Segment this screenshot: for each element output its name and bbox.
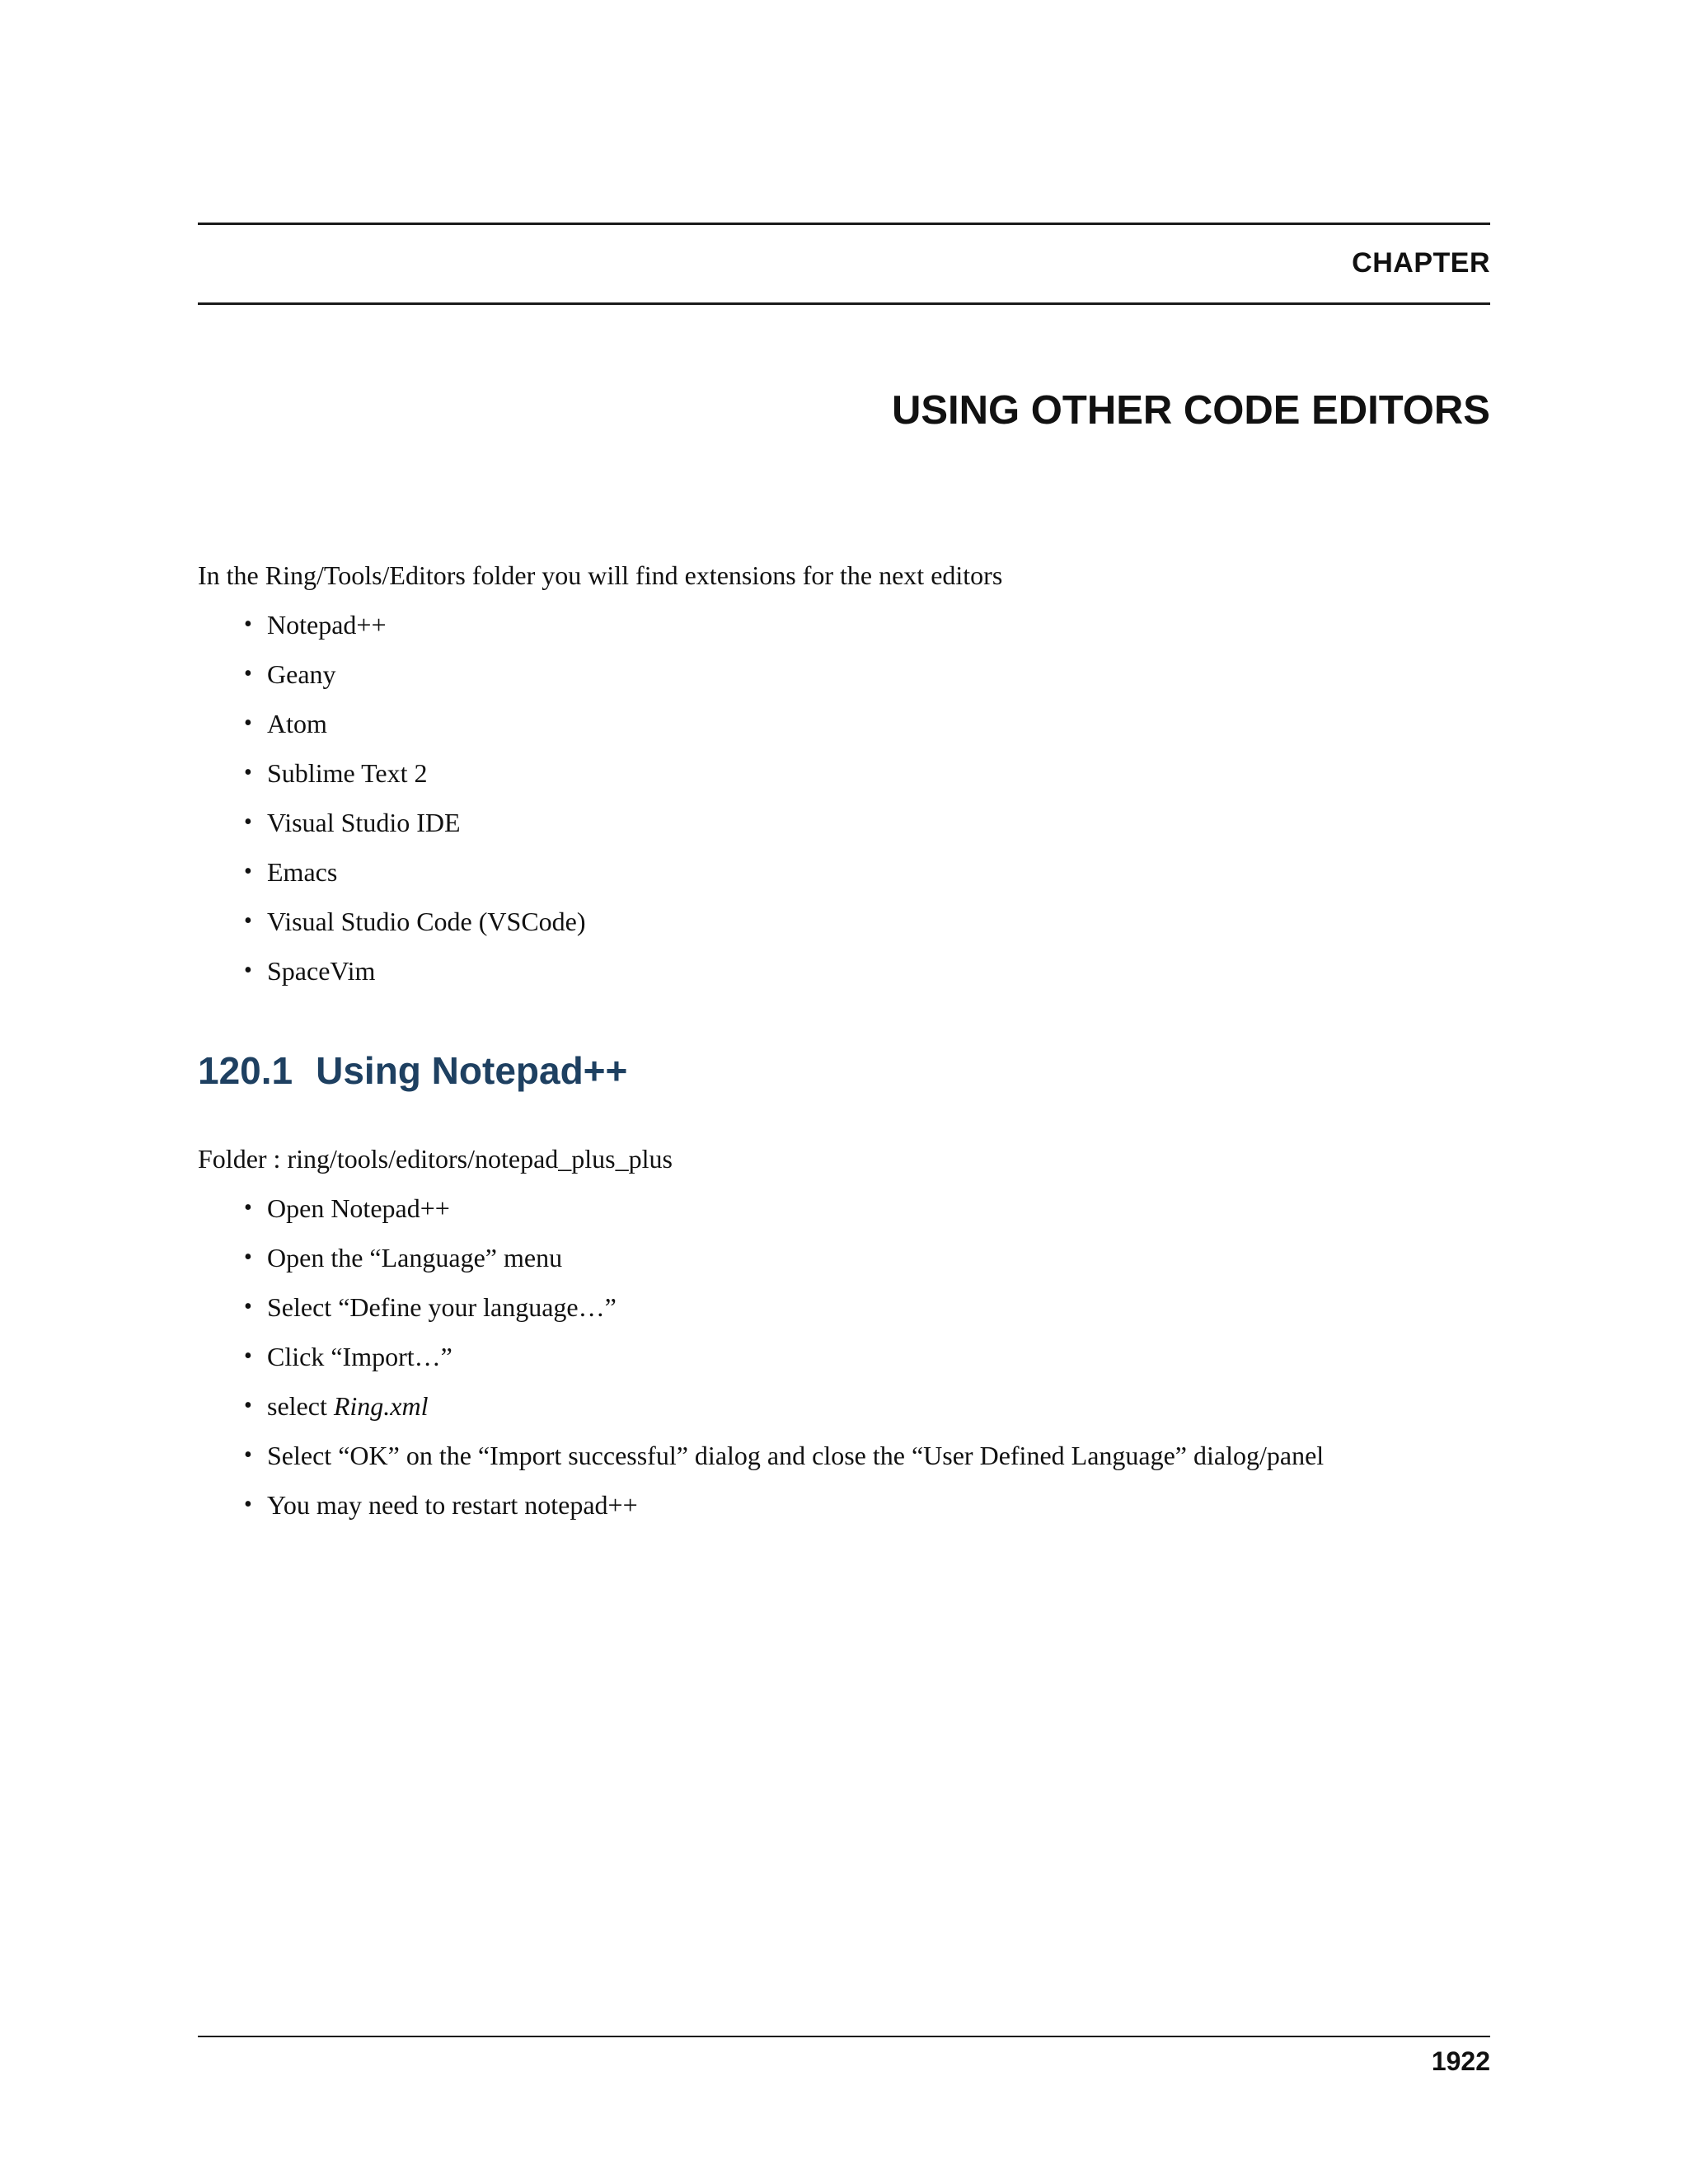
list-item xyxy=(198,1390,1324,1439)
list-item: • Notepad++ xyxy=(198,608,586,658)
list-item: • Visual Studio Code (VSCode) xyxy=(198,905,586,954)
list-item: • Geany xyxy=(198,658,586,707)
folder-path-line: Folder : ring/tools/editors/notepad_plus_plus xyxy=(198,1144,673,1174)
list-item: • Click “Import…” xyxy=(198,1340,1324,1390)
list-item: • Atom xyxy=(198,707,586,757)
ring-xml-filename: Ring.xml xyxy=(333,1391,429,1421)
chapter-title: USING OTHER CODE EDITORS xyxy=(891,388,1490,433)
list-item: • Open Notepad++ xyxy=(198,1192,1324,1241)
header-rule-bottom xyxy=(198,302,1490,305)
intro-paragraph: In the Ring/Tools/Editors folder you will find extensions for the next editors xyxy=(198,560,1003,590)
steps-list xyxy=(198,1192,1324,1538)
list-item: • Sublime Text 2 xyxy=(198,757,586,806)
footer-rule xyxy=(198,2036,1490,2037)
chapter-label: CHAPTER xyxy=(1352,247,1490,279)
list-item: • Visual Studio IDE xyxy=(198,806,586,855)
list-item: • SpaceVim xyxy=(198,954,586,1004)
editors-list xyxy=(198,608,586,1004)
section-heading xyxy=(198,1048,627,1093)
list-item: • Emacs xyxy=(198,855,586,905)
step-text: select xyxy=(267,1391,334,1421)
section-title-text: Using Notepad++ xyxy=(316,1049,628,1092)
list-item: • Open the “Language” menu xyxy=(198,1241,1324,1291)
list-item: • You may need to restart notepad++ xyxy=(198,1488,1324,1538)
section-number: 120.1 xyxy=(198,1049,293,1092)
list-item: • Select “OK” on the “Import successful” dialog and close the “User Defined Language” dialog/panel xyxy=(198,1439,1324,1488)
header-rule-top xyxy=(198,223,1490,225)
page-number: 1922 xyxy=(1431,2046,1490,2076)
list-item: • Select “Define your language…” xyxy=(198,1291,1324,1340)
